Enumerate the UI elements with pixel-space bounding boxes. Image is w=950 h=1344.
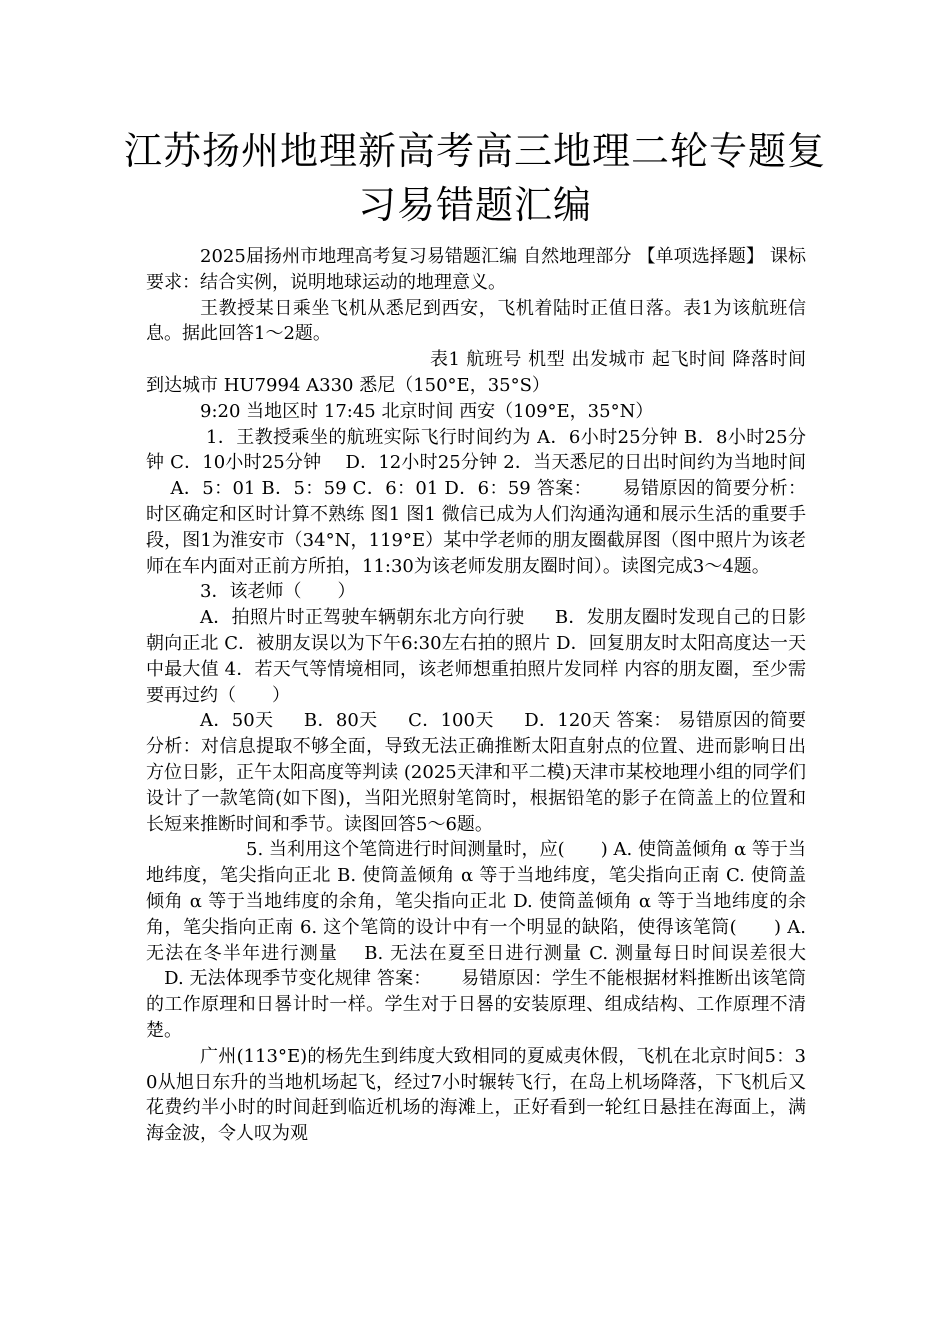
paragraph-table-header: 表1 航班号 机型 出发城市 起飞时间 降落时间 到达城市 HU7994 A330 悉尼（150°E，35°S）	[146, 349, 806, 396]
paragraph-options-3-4: A．拍照片时正驾驶车辆朝东北方向行驶 B．发朋友圈时发现自己的日影朝向正北 C．被朋友误以为下午6:30左右拍的照片 D．回复朋友时太阳高度达一天中最大值 4．若天气等情境相同，该老师想重拍照片发同样 内容的朋友圈，至少需要再过约（ ）	[146, 607, 806, 706]
title-line-1: 江苏扬州地理新高考高三地理二轮专题复	[123, 129, 826, 173]
paragraph-flight-context: 王教授某日乘坐飞机从悉尼到西安，飞机着陆时正值日落。表1为该航班信息。据此回答1～2题。	[146, 297, 806, 345]
paragraph-question-3: 3．该老师（ ）	[200, 581, 356, 603]
paragraph-questions-5-6: 5. 当利用这个笔筒进行时间测量时，应( ) A. 使筒盖倾角 α 等于当地纬度，笔尖指向正北 B. 使筒盖倾角 α 等于当地纬度，笔尖指向正南 C. 使筒盖倾角 α 等于当地纬度的余角，笔尖指向正北 D. 使筒盖倾角 α 等于当地纬度的余角，笔尖指向正南 6. 这个笔筒的设计中有一个明显的缺陷，使得该笔筒( ) A. 无法在冬半年进行测量 B. 无法在夏至日进行测量 C. 测量每日时间误差很大 D. 无法体现季节变化规律 答案： 易错原因：学生不能根据材料推断出该笔筒的工作原理和日晷计时一样。学生对于日晷的安装原理、组成结构、工作原理不清楚。	[146, 839, 806, 1041]
document-title	[120, 124, 830, 232]
paragraph-intro: 2025届扬州市地理高考复习易错题汇编 自然地理部分 【单项选择题】 课标要求：结合实例，说明地球运动的地理意义。	[146, 246, 806, 293]
paragraph-hawaii: 广州(113°E)的杨先生到纬度大致相同的夏威夷休假，飞机在北京时间5：30从旭日东升的当地机场起飞，经过7小时辗转飞行，在岛上机场降落，下飞机后又花费约半小时的时间赶到临近机场的海滩上，正好看到一轮红日悬挂在海面上，满海金波，令人叹为观	[146, 1045, 806, 1145]
paragraph-options-4-answer: A．50天 B．80天 C．100天 D．120天 答案： 易错原因的简要分析：对信息提取不够全面，导致无法正确推断太阳直射点的位置、进而影响日出方位日影，正午太阳高度等判读 (2025天津和平二模)天津市某校地理小组的同学们设计了一款笔筒(如下图)，当阳光照射笔筒时，根据铅笔的影子在筒盖上的位置和长短来推断时间和季节。读图回答5～6题。	[146, 710, 806, 835]
title-line-2: 习易错题汇编	[357, 183, 592, 227]
document-body	[146, 244, 806, 1147]
paragraph-questions-1-2: 1．王教授乘坐的航班实际飞行时间约为 A．6小时25分钟 B．8小时25分钟 C．10小时25分钟 D．12小时25分钟 2．当天悉尼的日出时间约为当地时间 A．5：01 B．5：59 C．6：01 D．6：59 答案： 易错原因的简要分析：时区确定和区时计算不熟练 图1 图1 微信已成为人们沟通沟通和展示生活的重要手段，图1为淮安市（34°N，119°E）某中学老师的朋友圈截屏图（图中照片为该老师在车内面对正前方所拍，11:30为该老师发朋友圈时间）。读图完成3～4题。	[146, 426, 806, 577]
paragraph-table-row: 9:20 当地区时 17:45 北京时间 西安（109°E，35°N）	[200, 400, 654, 422]
